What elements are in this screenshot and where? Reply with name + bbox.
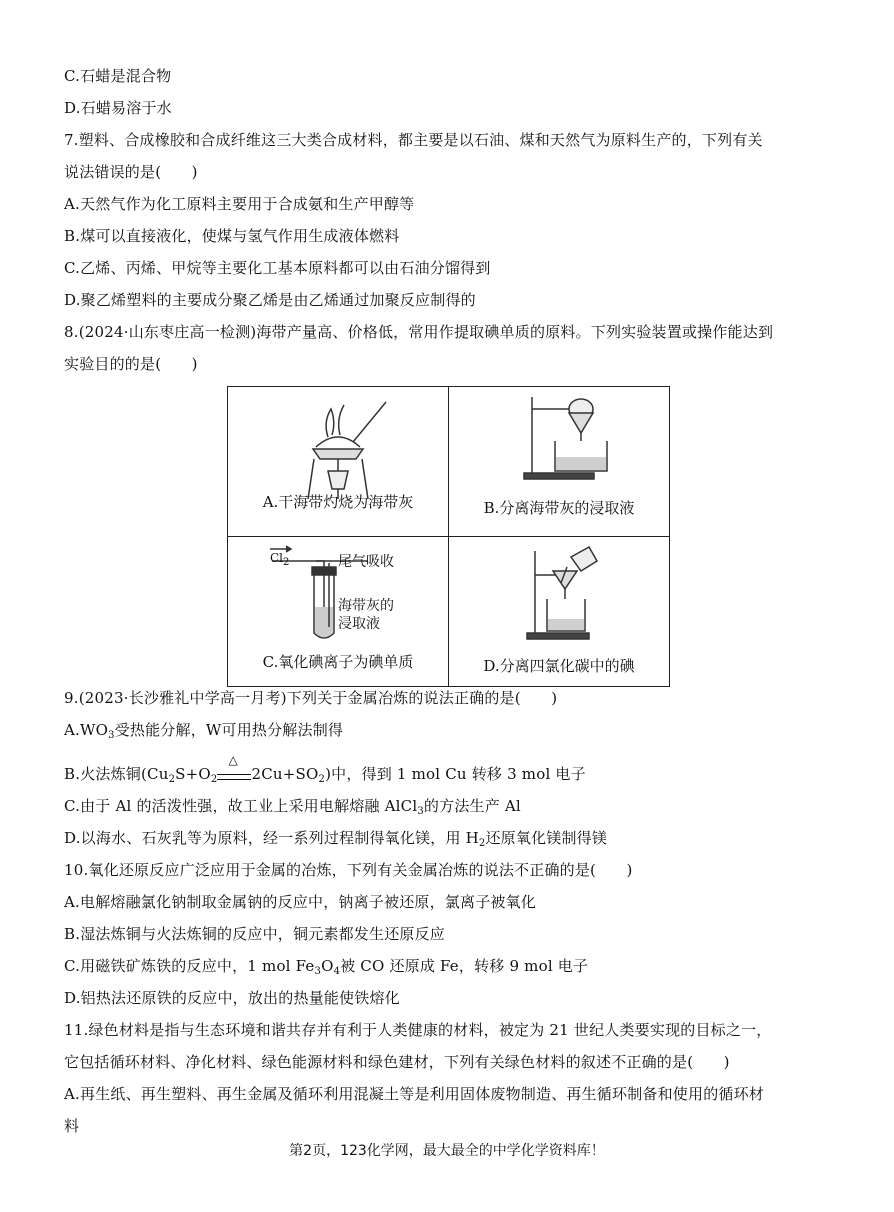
option-c-text: C.石蜡是混合物 [64,67,172,85]
question-7-option-a: A.天然气作为化工原料主要用于合成氨和生产甲醇等 [64,195,415,213]
question-7-option-b: B.煤可以直接液化，使煤与氢气作用生成液体燃料 [64,227,400,245]
figure-cell-c [228,537,449,687]
label-liquid-2: 浸取液 [338,616,380,632]
question-10-option-d: D.铝热法还原铁的反应中，放出的热量能使铁熔化 [64,989,400,1007]
question-11-option-a: A.再生纸、再生塑料、再生金属及循环利用混凝土等是利用固体废物制造、再生循环制备和使用的循环材 [64,1085,765,1103]
question-9-option-d: D.以海水、石灰乳等为原料，经一系列过程制得氧化镁，用 $H_2$还原氧化镁制得镁 [64,829,608,849]
question-10-stem: 10.氧化还原反应广泛应用于金属的冶炼，下列有关金属冶炼的说法不正确的是( ) [64,861,633,879]
figure-cell-d [449,537,670,687]
question-9-stem: 9.(2023·长沙雅礼中学高一月考)下列关于金属冶炼的说法正确的是( ) [64,689,558,707]
label-cl2: $Cl_2$ [270,551,290,568]
figure-a-caption: A.干海带灼烧为海带灰 [262,493,414,511]
question-10-option-a: A.电解熔融氯化钠制取金属钠的反应中，钠离子被还原，氯离子被氧化 [64,893,537,911]
experiment-figure-grid [227,386,670,687]
question-11-option-a-cont: 料 [64,1117,80,1135]
page-footer: 第2页，123化学网，最大最全的中学化学资料库！ [289,1143,605,1159]
figure-c-caption: C.氧化碘离子为碘单质 [262,653,414,671]
question-7-stem-cont: 说法错误的是( ) [64,163,198,181]
question-11-stem-cont: 它包括循环材料、净化材料、绿色能源材料和绿色建材，下列有关绿色材料的叙述不正确的是( ) [64,1053,730,1071]
figure-d-caption: D.分离四氯化碳中的碘 [483,657,635,675]
heating-equals-sign: △ [217,768,251,782]
question-9-option-a: $A.WO_3$受热能分解，W可用热分解法制得 [64,721,344,741]
question-8-stem: 8.(2024·山东枣庄高一检测)海带产量高、价格低，常用作提取碘单质的原料。下列实验装置或操作能达到 [64,323,774,341]
question-9-option-c: C.由于 Al 的活泼性强，故工业上采用电解熔融 AlCl$_3$的方法生产 Al [64,797,521,817]
question-7-stem: 7.塑料、合成橡胶和合成纤维这三大类合成材料，都主要是以石油、煤和天然气为原料生产的，下列有关 [64,131,763,149]
option-d-text: D.石蜡易溶于水 [64,99,172,117]
question-10-option-c: C.用磁铁矿炼铁的反应中，1 mol $Fe_3O_4$被 CO 还原成 Fe，转移 9 mol 电子 [64,957,589,977]
burning-seaweed-illustration [228,387,448,536]
question-10-option-b: B.湿法炼铜与火法炼铜的反应中，铜元素都发生还原反应 [64,925,445,943]
question-7-option-d: D.聚乙烯塑料的主要成分聚乙烯是由乙烯通过加聚反应制得的 [64,291,476,309]
question-11-stem: 11.绿色材料是指与生态环境和谐共存并有利于人类健康的材料，被定为 21 世纪人类要实现的目标之一， [64,1021,772,1039]
figure-b-caption: B.分离海带灰的浸取液 [483,499,635,517]
label-tail-gas: 尾气吸收 [338,554,394,570]
label-liquid-1: 海带灰的 [338,598,394,614]
question-8-stem-cont: 实验目的的是( ) [64,355,198,373]
question-9-option-b: B.火法炼铜($Cu_2S+O_2$ △ $2Cu+SO_2$)中，得到 1 mol Cu 转移 3 mol 电子 [64,753,586,785]
question-7-option-c: C.乙烯、丙烯、甲烷等主要化工基本原料都可以由石油分馏得到 [64,259,491,277]
figure-cell-a [228,387,449,537]
figure-cell-b [449,387,670,537]
